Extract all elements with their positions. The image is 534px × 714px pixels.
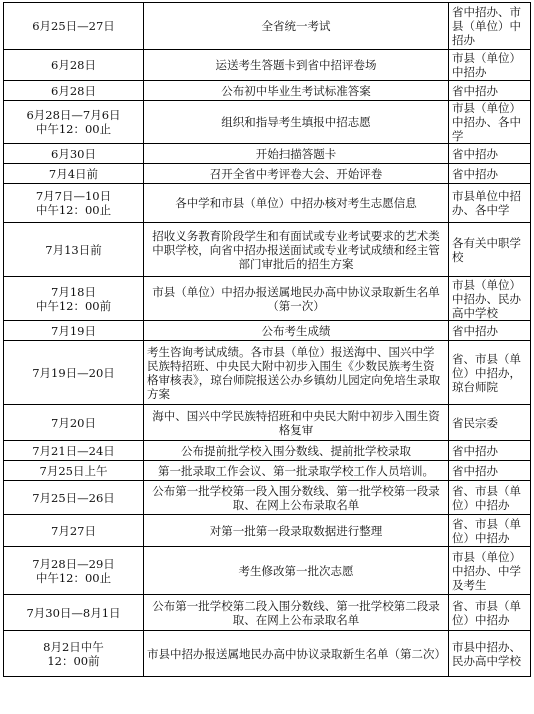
date-cell: 6月28日 [4,50,144,81]
task-cell: 对第一批第一段录取数据进行整理 [144,515,449,547]
responsible-org-cell: 市县（单位）中招办、民办高中学校 [449,277,531,321]
task-cell: 公布第一批学校第一段入围分数线、第一批学校第一段录取、在网上公布录取名单 [144,481,449,515]
responsible-org-cell: 省、市县（单位）中招办 [449,595,531,631]
table-row [4,3,531,50]
responsible-org-cell: 省中招办、市县（单位）中招办 [449,3,531,50]
table-row [4,515,531,547]
responsible-org-cell: 省中招办 [449,441,531,461]
date-cell: 7月4日前 [4,164,144,184]
task-cell: 召开全省中考评卷大会、开始评卷 [144,164,449,184]
date-cell: 7月13日前 [4,223,144,277]
responsible-org-cell: 市县单位中招办、各中学 [449,184,531,223]
responsible-org-cell: 省中招办 [449,144,531,164]
date-cell: 7月30日—8月1日 [4,595,144,631]
task-cell: 第一批录取工作会议、第一批录取学校工作人员培训。 [144,461,449,481]
responsible-org-cell: 市县（单位）中招办、中学及考生 [449,547,531,595]
responsible-org-cell: 市县（单位）中招办 [449,50,531,81]
date-cell: 7月21日—24日 [4,441,144,461]
date-cell: 6月25日—27日 [4,3,144,50]
date-cell: 8月2日中午 12：00前 [4,631,144,677]
task-cell: 运送考生答题卡到省中招评卷场 [144,50,449,81]
task-cell: 公布第一批学校第二段入围分数线、第一批学校第二段录取、在网上公布录取名单 [144,595,449,631]
responsible-org-cell: 市县（单位）中招办、各中学 [449,101,531,144]
table-row [4,595,531,631]
date-cell: 7月27日 [4,515,144,547]
date-cell: 6月30日 [4,144,144,164]
date-cell: 6月28日—7月6日 中午12：00止 [4,101,144,144]
task-cell: 全省统一考试 [144,3,449,50]
responsible-org-cell: 省中招办 [449,81,531,101]
task-cell: 考生咨询考试成绩。各市县（单位）报送海中、国兴中学民族特招班、中央民大附中初步入围生《少数民族考生资格审核表》，琼台师院报送公办乡镇幼儿园定向免培生录取方案 [144,341,449,405]
table-row [4,50,531,81]
table-row [4,481,531,515]
table-row [4,81,531,101]
date-cell: 7月25日—26日 [4,481,144,515]
table-row [4,144,531,164]
admission-schedule-table [3,2,531,677]
date-cell: 7月25日上午 [4,461,144,481]
table-row [4,441,531,461]
task-cell: 组织和指导考生填报中招志愿 [144,101,449,144]
table-row [4,547,531,595]
responsible-org-cell: 省中招办 [449,164,531,184]
responsible-org-cell: 省中招办 [449,461,531,481]
task-cell: 市县（单位）中招办报送属地民办高中协议录取新生名单（第一次） [144,277,449,321]
date-cell: 7月18日 中午12：00前 [4,277,144,321]
task-cell: 海中、国兴中学民族特招班和中央民大附中初步入围生资格复审 [144,405,449,441]
table-row [4,321,531,341]
table-row [4,631,531,677]
task-cell: 公布考生成绩 [144,321,449,341]
responsible-org-cell: 市县中招办、民办高中学校 [449,631,531,677]
table-row [4,277,531,321]
task-cell: 公布初中毕业生考试标准答案 [144,81,449,101]
task-cell: 公布提前批学校入围分数线、提前批学校录取 [144,441,449,461]
task-cell: 招收义务教育阶段学生和有面试或专业考试要求的艺术类中职学校，向省中招办报送面试或专业考试成绩和经主管部门审批后的招生方案 [144,223,449,277]
task-cell: 各中学和市县（单位）中招办核对考生志愿信息 [144,184,449,223]
date-cell: 7月7日—10日 中午12：00止 [4,184,144,223]
task-cell: 市县中招办报送属地民办高中协议录取新生名单（第二次） [144,631,449,677]
date-cell: 7月19日—20日 [4,341,144,405]
responsible-org-cell: 省、市县（单位）中招办，琼台师院 [449,341,531,405]
table-row [4,341,531,405]
task-cell: 考生修改第一批次志愿 [144,547,449,595]
table-row [4,184,531,223]
date-cell: 6月28日 [4,81,144,101]
responsible-org-cell: 省、市县（单位）中招办 [449,481,531,515]
responsible-org-cell: 省民宗委 [449,405,531,441]
date-cell: 7月19日 [4,321,144,341]
table-row [4,461,531,481]
responsible-org-cell: 各有关中职学校 [449,223,531,277]
task-cell: 开始扫描答题卡 [144,144,449,164]
table-row [4,405,531,441]
table-row [4,101,531,144]
date-cell: 7月20日 [4,405,144,441]
responsible-org-cell: 省中招办 [449,321,531,341]
date-cell: 7月28日—29日 中午12：00止 [4,547,144,595]
table-row [4,164,531,184]
table-row [4,223,531,277]
responsible-org-cell: 省、市县（单位）中招办 [449,515,531,547]
